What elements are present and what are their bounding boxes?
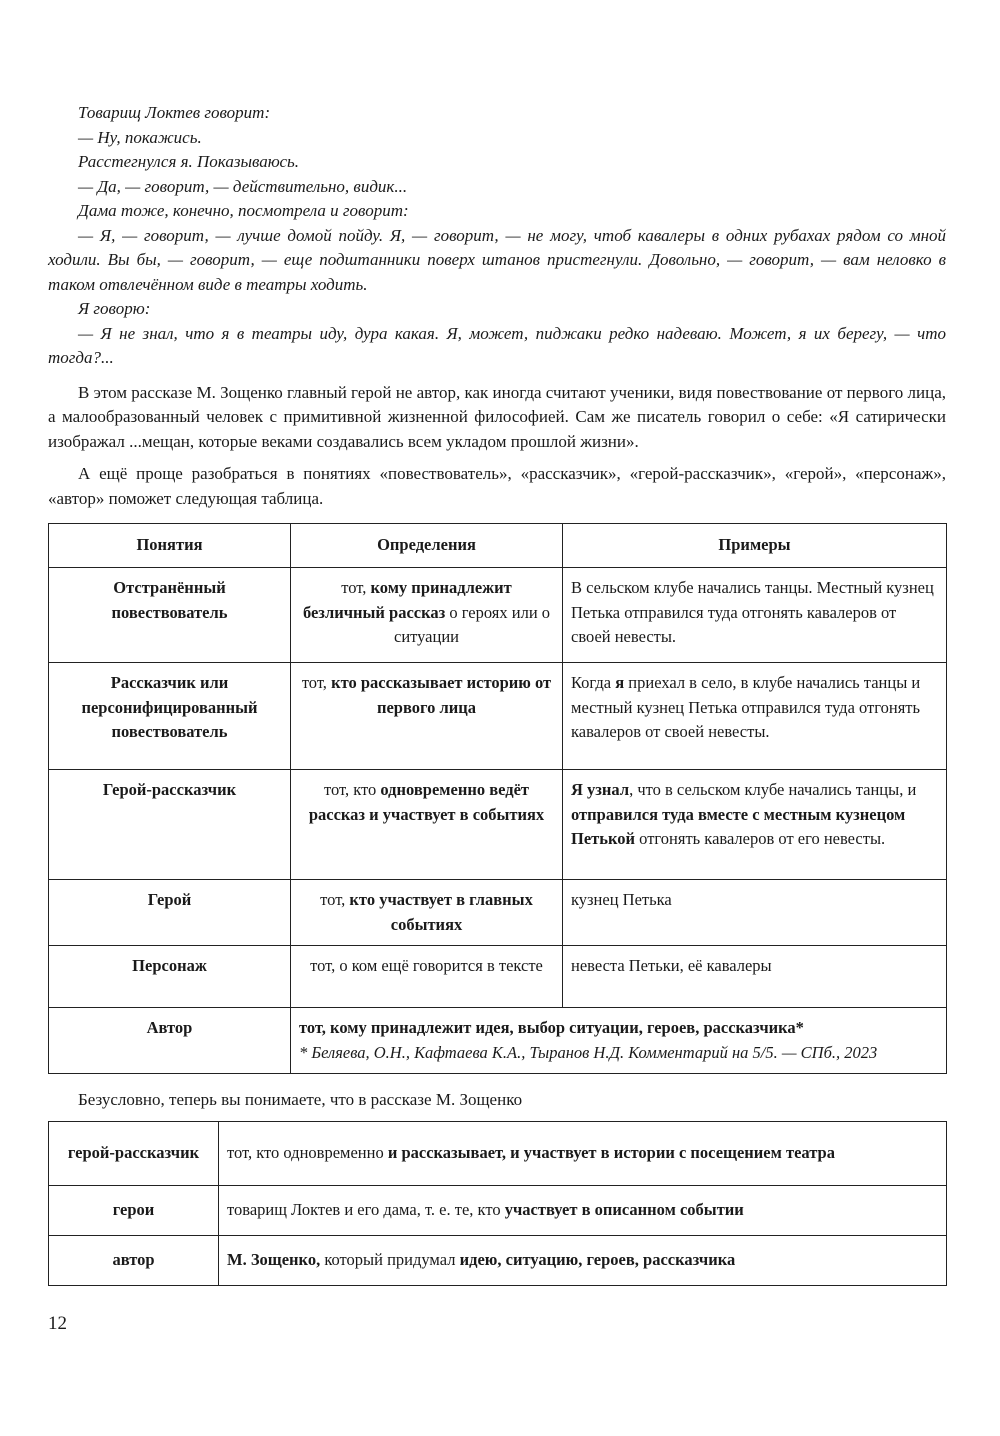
bold-text: кто рассказывает историю от первого лица: [331, 673, 552, 717]
term-cell: герой-рассказчик: [49, 1121, 219, 1185]
summary-lead: Безусловно, теперь вы понимаете, что в рассказе М. Зощенко: [78, 1090, 523, 1109]
quote-line: Я говорю:: [78, 299, 151, 318]
definition-cell: [291, 568, 563, 663]
concept-cell: Герой-рассказчик: [49, 770, 291, 880]
header-examples: Примеры: [563, 524, 947, 568]
quote-line: — Я, — говорит, — лучше домой пойду. Я, — говорит, — не могу, чтоб кавалеры в одних рубахах рядом со мной ходили. Вы бы, — говорит, — еще подштанники поверх штанов пристегнули. Довольно, — говорит, — вам неловко в таком отвлечённом виде в театры ходить.: [48, 225, 946, 294]
table-row-author: [49, 1008, 947, 1074]
text: товарищ Локтев и его дама, т. е. те, кто: [227, 1199, 505, 1219]
summary-row: [49, 1185, 947, 1235]
quote-line: Товарищ Локтев говорит:: [78, 103, 271, 122]
quote-line: Расстегнулся я. Показываюсь.: [78, 152, 300, 171]
author-definition: тот, кому принадлежит идея, выбор ситуации, героев, рассказчика*: [299, 1018, 804, 1037]
text: тот, кто одновременно: [227, 1142, 388, 1162]
quote-line: — Да, — говорит, — действительно, видик...: [78, 176, 408, 196]
page-content: [48, 101, 946, 1336]
bold-text: одновременно ведёт рассказ и участвует в событиях: [308, 780, 545, 824]
text: отгонять кавалеров от его невесты.: [635, 829, 886, 848]
description-cell: [219, 1121, 947, 1185]
definition-cell: [291, 770, 563, 880]
example-cell: [563, 663, 947, 770]
header-definitions: Определения: [291, 524, 563, 568]
text: тот, о ком ещё говорится в тексте: [310, 956, 543, 975]
definition-cell: [291, 946, 563, 1008]
quote-line: Дама тоже, конечно, посмотрела и говорит:: [78, 201, 409, 220]
table-row: [49, 880, 947, 946]
concept-cell: Автор: [49, 1008, 291, 1074]
text: тот,: [301, 673, 332, 692]
description-cell: [219, 1235, 947, 1285]
bold-text: и рассказывает, и участвует в истории с посещением театра: [387, 1142, 835, 1162]
term-cell: герои: [49, 1185, 219, 1235]
definition-cell: [291, 880, 563, 946]
table-row: [49, 663, 947, 770]
concept-cell: Персонаж: [49, 946, 291, 1008]
story-quote: [48, 101, 946, 371]
description-cell: [219, 1185, 947, 1235]
bold-text: кто участвует в главных событиях: [349, 890, 533, 934]
example-cell: [563, 770, 947, 880]
definition-cell: [291, 1008, 947, 1074]
example-cell: [563, 880, 947, 946]
text: приехал в село, в клубе начались танцы и местный кузнец Петька отправился туда отгонять кавалеров от своей невесты.: [571, 673, 921, 741]
table-header-row: [49, 524, 947, 568]
example-cell: [563, 946, 947, 1008]
text: невеста Петьки, её кавалеры: [571, 956, 772, 975]
bold-text: М. Зощенко,: [227, 1249, 321, 1269]
concepts-table: [48, 523, 947, 1074]
table-row: [49, 770, 947, 880]
quote-line: — Я не знал, что я в театры иду, дура какая. Я, может, пиджаки редко надеваю. Может, я их берегу, — что тогда?...: [48, 323, 946, 367]
summary-table: [48, 1121, 947, 1286]
paragraph-table-lead: А ещё проще разобраться в понятиях «повествователь», «рассказчик», «герой-рассказчик», «герой», «персонаж», «автор» поможет следующая таблица.: [48, 464, 946, 508]
term-cell: автор: [49, 1235, 219, 1285]
text: Когда: [571, 673, 616, 692]
table-row: [49, 568, 947, 663]
bold-text: участвует в описанном событии: [504, 1199, 744, 1219]
bold-text: я: [615, 673, 625, 692]
text: , что в сельском клубе начались танцы, и: [629, 780, 917, 799]
text: В сельском клубе начались танцы. Местный кузнец Петька отправился туда отгонять кавалеров от своей невесты.: [571, 578, 934, 646]
paragraph-intro: В этом рассказе М. Зощенко главный герой не автор, как иногда считают ученики, видя повествование от первого лица, а малообразованный человек с примитивной жизненной философией. Сам же писатель говорил о себе: «Я сатирически изображал ...мещан, которые веками создавались всем укладом прошлой жизни».: [48, 382, 946, 451]
footnote: * Беляева, О.Н., Кафтаева К.А., Тыранов Н.Д. Комментарий на 5/5. — СПб., 2023: [299, 1042, 878, 1062]
concept-cell: Герой: [49, 880, 291, 946]
concept-cell: Отстранённый повествователь: [49, 568, 291, 663]
example-cell: [563, 568, 947, 663]
page-number: 12: [48, 1312, 67, 1334]
bold-text: Я узнал: [571, 780, 630, 799]
text: тот, кто: [323, 780, 381, 799]
table-row: [49, 946, 947, 1008]
summary-row: [49, 1235, 947, 1285]
text: кузнец Петька: [571, 890, 672, 909]
concept-cell: Рассказчик или персонифицированный повествователь: [49, 663, 291, 770]
quote-line: — Ну, покажись.: [78, 127, 202, 147]
header-concepts: Понятия: [49, 524, 291, 568]
text: тот,: [341, 578, 371, 597]
text: тот,: [320, 890, 350, 909]
summary-row: [49, 1121, 947, 1185]
definition-cell: [291, 663, 563, 770]
bold-text: отправился туда вместе с местным кузнецом Петькой: [571, 804, 906, 848]
text: который придумал: [320, 1249, 460, 1269]
text: о героях или о ситуации: [394, 602, 551, 646]
bold-text: идею, ситуацию, героев, рассказчика: [459, 1249, 736, 1269]
bold-text: кому принадлежит безличный рассказ: [302, 578, 512, 622]
